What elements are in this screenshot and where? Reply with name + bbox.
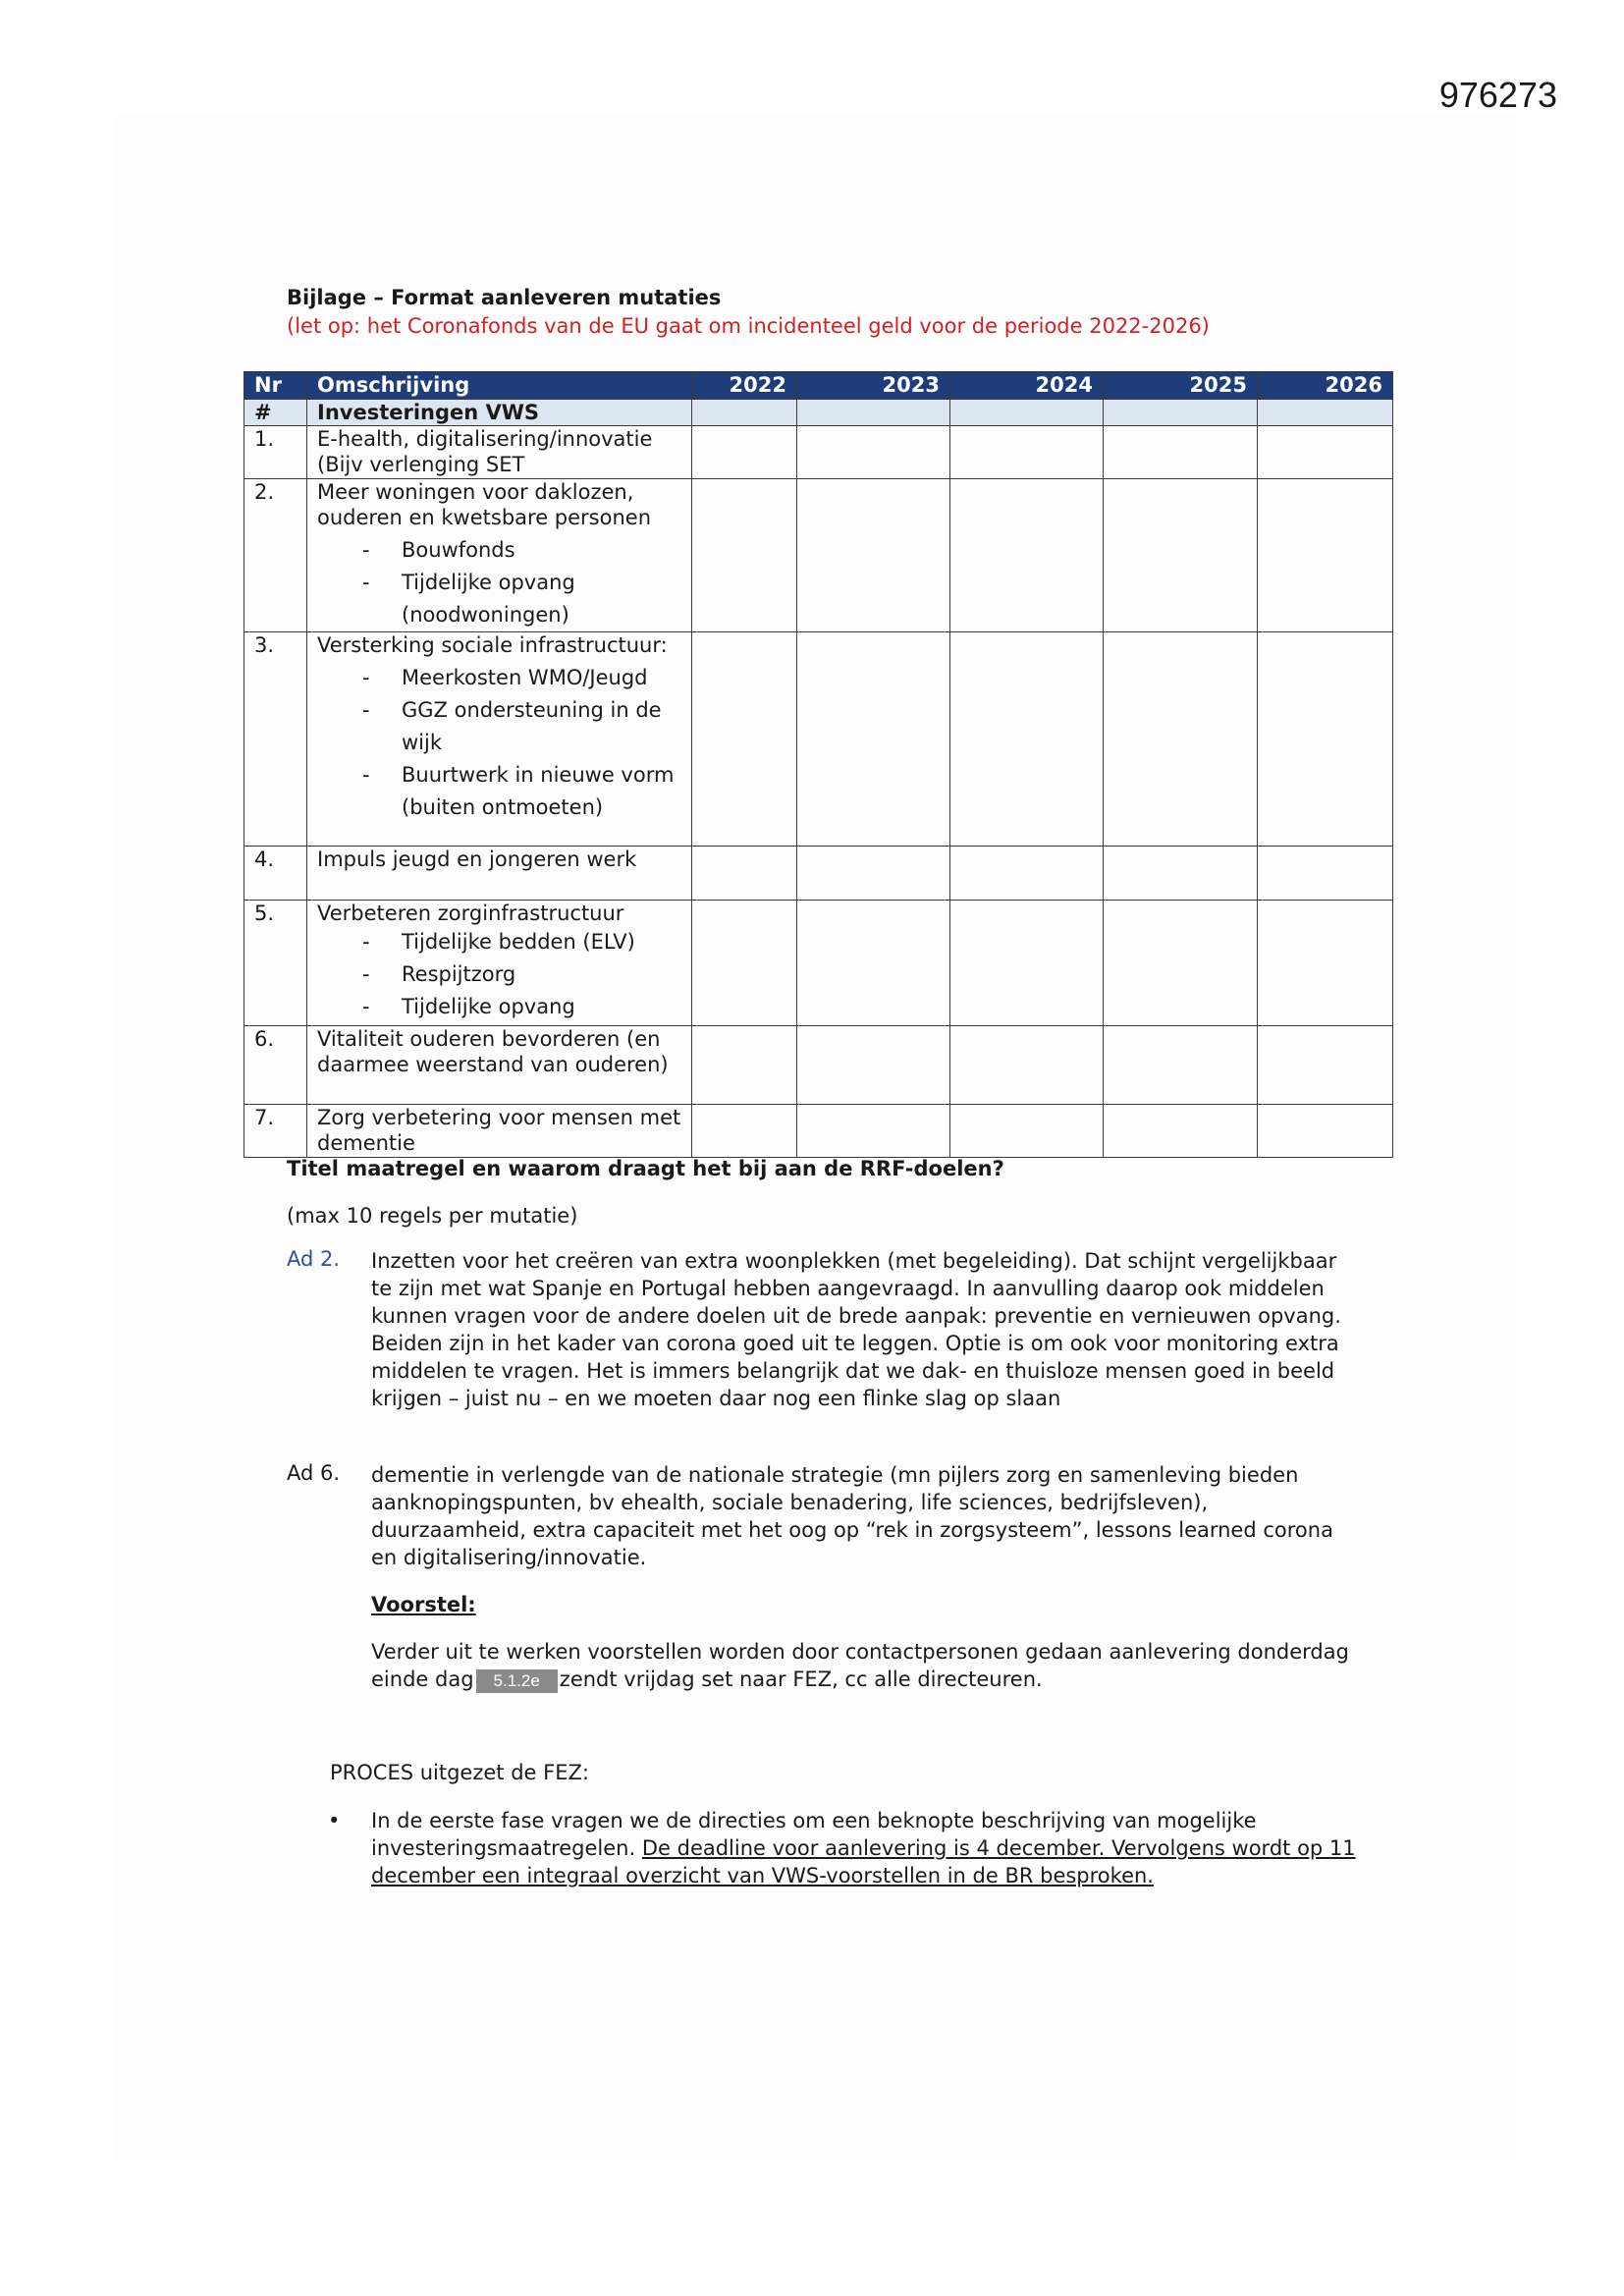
year-cell [1104, 400, 1258, 426]
header-2022: 2022 [692, 372, 797, 400]
ad2-label: Ad 2. [287, 1247, 341, 1271]
header-omschrijving: Omschrijving [307, 372, 692, 400]
year-cell [1258, 901, 1393, 1026]
voorstel-heading: Voorstel: [371, 1593, 476, 1616]
proces-bullet-plain: In de eerste fase vragen we de directies om een beknopte beschrijving van mogelijke investeringsmaatregelen. [371, 1809, 1257, 1860]
list-item: - GGZ ondersteuning in de wijk [362, 698, 662, 754]
sub-items [317, 926, 681, 1023]
year-cell [950, 426, 1104, 479]
table-row [244, 901, 1393, 1026]
max-lines-note: (max 10 regels per mutatie) [287, 1204, 578, 1228]
section-label: Investeringen VWS [307, 400, 692, 426]
row-description [307, 632, 692, 847]
header-2023: 2023 [797, 372, 950, 400]
year-cell [797, 1026, 950, 1105]
year-cell [1258, 479, 1393, 632]
row-description: Zorg verbetering voor mensen met dementie [307, 1105, 692, 1158]
year-cell [692, 1026, 797, 1105]
year-cell [1104, 901, 1258, 1026]
year-cell [692, 479, 797, 632]
row-nr: 5. [244, 901, 307, 1026]
table-row [244, 426, 1393, 479]
table-row [244, 1026, 1393, 1105]
year-cell [1258, 400, 1393, 426]
row-description: E-health, digitalisering/innovatie (Bijv verlenging SET [307, 426, 692, 479]
bullet-icon: • [328, 1809, 341, 1832]
year-cell [1258, 1026, 1393, 1105]
year-cell [1104, 426, 1258, 479]
year-cell [1104, 847, 1258, 901]
year-cell [1104, 1026, 1258, 1105]
year-cell [1104, 1105, 1258, 1158]
year-cell [1258, 426, 1393, 479]
year-cell [950, 632, 1104, 847]
year-cell [692, 400, 797, 426]
year-cell [797, 426, 950, 479]
year-cell [950, 479, 1104, 632]
row-nr: 3. [244, 632, 307, 847]
year-cell [950, 1105, 1104, 1158]
table-row [244, 632, 1393, 847]
year-cell [692, 847, 797, 901]
list-item: - Buurtwerk in nieuwe vorm (buiten ontmoeten) [362, 763, 675, 819]
proces-bullet [371, 1807, 1363, 1889]
year-cell [692, 426, 797, 479]
row-description: Vitaliteit ouderen bevorderen (en daarmee weerstand van ouderen) [307, 1026, 692, 1105]
ad6-label: Ad 6. [287, 1461, 341, 1485]
header-nr: Nr [244, 372, 307, 400]
sub-items [317, 534, 681, 631]
document-number: 976273 [1438, 75, 1557, 115]
ad6-text: dementie in verlengde van de nationale strategie (mn pijlers zorg en samenleving bieden aanknopingspunten, bv ehealth, sociale benadering, life sciences, bedrijfsleven), duurzaamheid, extra capaciteit met het oog op “rek in zorgsysteem”, lessons learned corona en digitalisering/innovatie. [371, 1463, 1333, 1569]
row-text: Versterking sociale infrastructuur: [317, 633, 668, 657]
year-cell [797, 901, 950, 1026]
page-title: Bijlage – Format aanleveren mutaties [287, 286, 722, 309]
header-2025: 2025 [1104, 372, 1258, 400]
table-header-row [244, 372, 1393, 400]
ad2-text: Inzetten voor het creëren van extra woonplekken (met begeleiding). Dat schijnt vergelijkbaar te zijn met wat Spanje en Portugal hebben aangevraagd. In aanvulling daarop ook middelen kunnen vragen voor de andere doelen uit de brede aanpak: preventie en vernieuwen opvang. Beiden zijn in het kader van corona goed uit te leggen. Optie is om ook voor monitoring extra middelen te vragen. Het is immers belangrijk dat we dak- en thuisloze mensen goed in beeld krijgen – juist nu – en we moeten daar nog een flinke slag op slaan [371, 1249, 1341, 1410]
row-description: Impuls jeugd en jongeren werk [307, 847, 692, 901]
list-item: - Tijdelijke bedden (ELV) [362, 930, 635, 954]
proces-heading: PROCES uitgezet de FEZ: [330, 1761, 589, 1784]
voorstel-text [371, 1638, 1353, 1693]
table-row [244, 479, 1393, 632]
header-2026: 2026 [1258, 372, 1393, 400]
year-cell [1258, 847, 1393, 901]
year-cell [797, 1105, 950, 1158]
list-item: - Tijdelijke opvang [362, 995, 575, 1018]
year-cell [692, 901, 797, 1026]
year-cell [692, 1105, 797, 1158]
list-item: - Meerkosten WMO/Jeugd [362, 666, 648, 689]
year-cell [1104, 479, 1258, 632]
year-cell [950, 901, 1104, 1026]
voorstel-text-after: zendt vrijdag set naar FEZ, cc alle directeuren. [559, 1667, 1043, 1691]
year-cell [950, 1026, 1104, 1105]
year-cell [797, 400, 950, 426]
mutations-table [244, 371, 1393, 1158]
year-cell [950, 400, 1104, 426]
table-row [244, 1105, 1393, 1158]
year-cell [797, 847, 950, 901]
row-nr: 7. [244, 1105, 307, 1158]
warning-note: (let op: het Coronafonds van de EU gaat om incidenteel geld voor de periode 2022-2026) [287, 314, 1210, 338]
year-cell [692, 632, 797, 847]
year-cell [797, 632, 950, 847]
year-cell [1258, 1105, 1393, 1158]
row-description [307, 479, 692, 632]
sub-items [317, 662, 681, 824]
list-item: - Tijdelijke opvang (noodwoningen) [362, 571, 575, 627]
list-item: - Respijtzorg [362, 962, 516, 986]
year-cell [950, 847, 1104, 901]
year-cell [1104, 632, 1258, 847]
voorstel-text-before: Verder uit te werken voorstellen worden door contactpersonen gedaan aanlevering donderdag einde dag [371, 1640, 1349, 1691]
row-nr: 6. [244, 1026, 307, 1105]
section-nr: # [244, 400, 307, 426]
row-nr: 2. [244, 479, 307, 632]
list-item: - Bouwfonds [362, 538, 515, 562]
row-description [307, 901, 692, 1026]
rrf-heading: Titel maatregel en waarom draagt het bij aan de RRF-doelen? [287, 1157, 1004, 1180]
year-cell [1258, 632, 1393, 847]
proces-bullet-underlined: De deadline voor aanlevering is 4 december. Vervolgens wordt op 11 december een integraal overzicht van VWS-voorstellen in de BR besproken. [371, 1836, 1356, 1887]
year-cell [797, 479, 950, 632]
redaction-label: 5.1.2e [476, 1669, 558, 1693]
section-row [244, 400, 1393, 426]
row-nr: 1. [244, 426, 307, 479]
table-row [244, 847, 1393, 901]
row-text: Verbeteren zorginfrastructuur [317, 902, 624, 925]
row-text: Meer woningen voor daklozen, ouderen en kwetsbare personen [317, 480, 651, 529]
header-2024: 2024 [950, 372, 1104, 400]
row-nr: 4. [244, 847, 307, 901]
